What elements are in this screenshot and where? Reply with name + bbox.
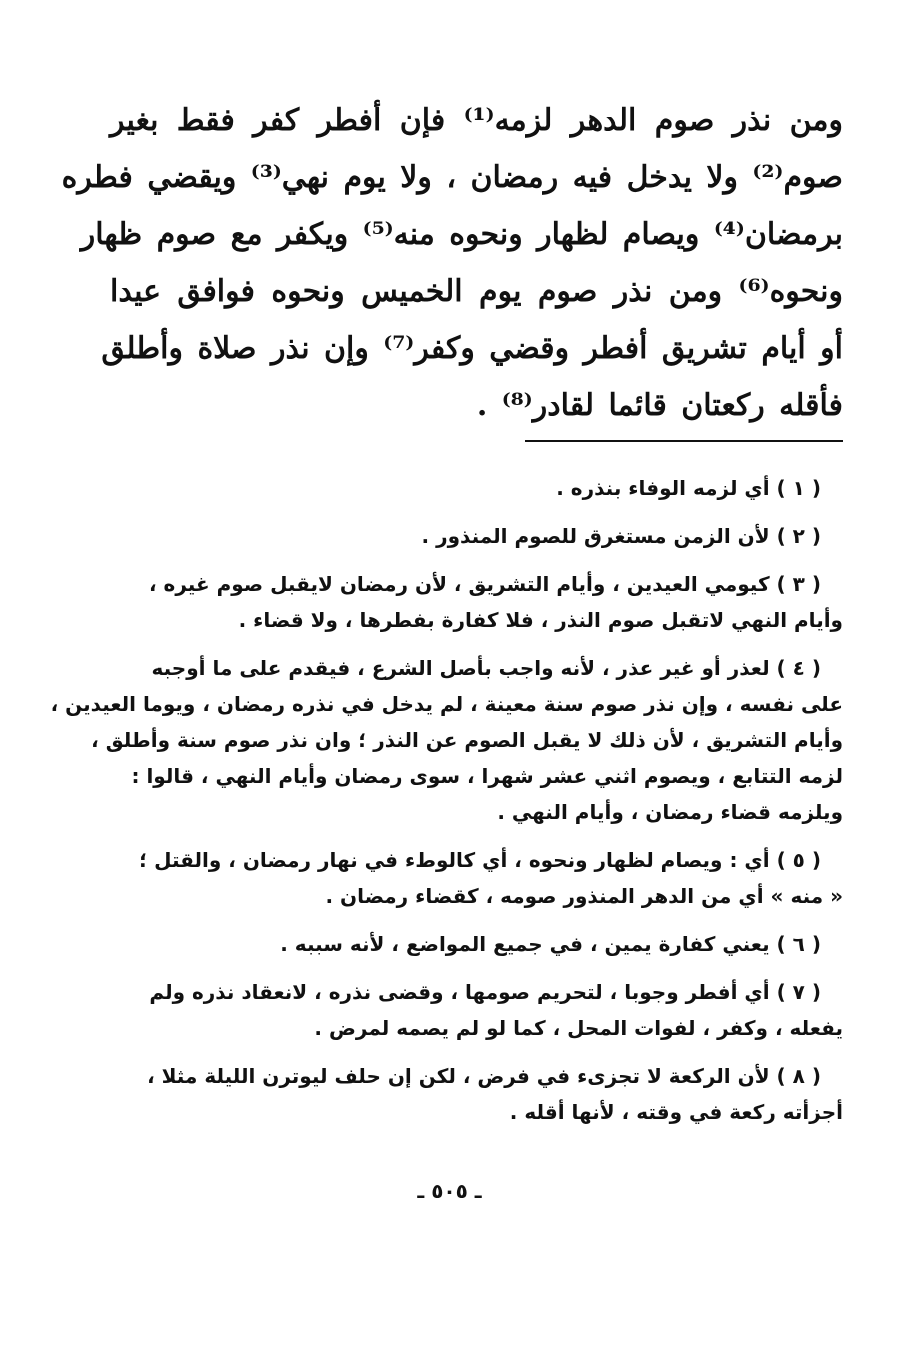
footnote-line: لزمه التتابع ، ويصوم اثني عشر شهرا ، سوى رمضان وأيام النهي ، قالوا : [131, 764, 843, 788]
footnote-line: ( ١ ) أي لزمه الوفاء بنذره . [556, 476, 821, 500]
main-text-line: ونحوه⁽⁶⁾ ومن نذر صوم يوم الخميس ونحوه فوافق عيدا [110, 274, 843, 309]
page-number: ـ ٥٠٥ ـ [417, 1179, 482, 1203]
footnote-line: ( ٥ ) أي : ويصام لظهار ونحوه ، أي كالوطء في نهار رمضان ، والقتل ؛ [139, 848, 821, 872]
footnote-divider [525, 440, 843, 442]
footnote-line: ( ٢ ) لأن الزمن مستغرق للصوم المنذور . [421, 524, 821, 548]
footnote-8 [108, 1058, 843, 1130]
main-text-line: صوم⁽²⁾ ولا يدخل فيه رمضان ، ولا يوم نهي⁽³⁾ ويقضي فطره [61, 160, 843, 195]
footnote-line: ( ٣ ) كيومي العيدين ، وأيام التشريق ، لأن رمضان لايقبل صوم غيره ، [149, 572, 821, 596]
footnote-line: ( ٦ ) يعني كفارة يمين ، في جميع المواضع ، لأنه سببه . [280, 932, 821, 956]
footnote-5 [108, 842, 843, 914]
footnote-3 [108, 566, 843, 638]
footnote-line: « منه » أي من الدهر المنذور صومه ، كقضاء رمضان . [325, 884, 843, 908]
footnote-line: ( ٧ ) أي أفطر وجوبا ، لتحريم صومها ، وقضى نذره ، لانعقاد نذره ولم [149, 980, 821, 1004]
footnote-1 [108, 470, 843, 506]
footnote-line: ( ٨ ) لأن الركعة لا تجزىء في فرض ، لكن إن حلف ليوترن الليلة مثلا ، [147, 1064, 821, 1088]
footnote-6 [108, 926, 843, 962]
main-text-line: ومن نذر صوم الدهر لزمه⁽¹⁾ فإن أفطر كفر فقط بغير [110, 103, 843, 138]
main-text-line: أو أيام تشريق أفطر وقضي وكفر⁽⁷⁾ وإن نذر صلاة وأطلق [101, 331, 843, 366]
footnote-line: وأيام التشريق ، لأن ذلك لا يقبل الصوم عن النذر ؛ وان نذر صوم سنة وأطلق ، [91, 728, 843, 752]
main-text-line: فأقله ركعتان قائما لقادر⁽⁸⁾ . [476, 388, 843, 423]
main-text [61, 92, 843, 434]
footnote-line: ( ٤ ) لعذر أو غير عذر ، لأنه واجب بأصل الشرع ، فيقدم على ما أوجبه [151, 656, 821, 680]
footnote-2 [108, 518, 843, 554]
footnote-line: على نفسه ، وإن نذر صوم سنة معينة ، لم يدخل في نذره رمضان ، ويوما العيدين ، [50, 692, 843, 716]
footnote-line: أجزأته ركعة في وقته ، لأنها أقله . [509, 1100, 843, 1124]
footnote-line: يفعله ، وكفر ، لفوات المحل ، كما لو لم يصمه لمرض . [314, 1016, 843, 1040]
footnote-line: ويلزمه قضاء رمضان ، وأيام النهي . [497, 800, 843, 824]
footnote-7 [108, 974, 843, 1046]
main-text-line: برمضان⁽⁴⁾ ويصام لظهار ونحوه منه⁽⁵⁾ ويكفر مع صوم ظهار [80, 217, 843, 252]
footnote-4 [50, 650, 843, 830]
footnotes [50, 470, 843, 1142]
footnote-line: وأيام النهي لاتقبل صوم النذر ، فلا كفارة بفطرها ، ولا قضاء . [238, 608, 843, 632]
